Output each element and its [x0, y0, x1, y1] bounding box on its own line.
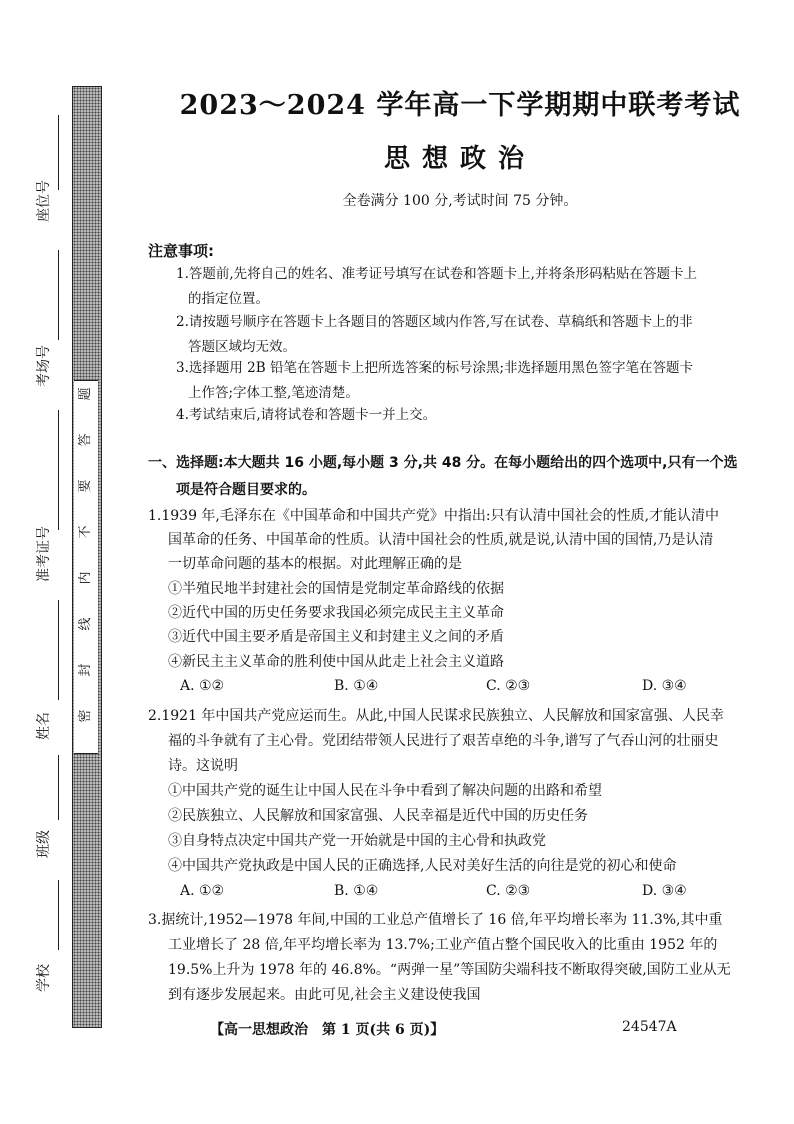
notice-heading: 注意事项:: [148, 242, 214, 260]
notice-text: 上作答;字体工整,笔迹清楚。: [188, 385, 359, 401]
subject-title: 思想政治: [383, 144, 536, 174]
notice-text: 3.选择题用 2B 铅笔在答题卡上把所选答案的标号涂黑;非选择题用黑色签字笔在答题卡: [176, 360, 694, 376]
school-line: [58, 880, 59, 950]
notice-text: 4.考试结束后,请将试卷和答题卡一并上交。: [176, 407, 437, 423]
statement: ②近代中国的历史任务要求我国必须完成民主主义革命: [168, 605, 504, 621]
option-a: A. ①②: [180, 678, 225, 694]
question-text: 1.1939 年,毛泽东在《中国革命和中国共产党》中指出:只有认清中国社会的性质,才能认清中: [148, 508, 720, 524]
notice-text: 2.请按题号顺序在答题卡上各题目的答题区域内作答,写在试卷、草稿纸和答题卡上的非: [176, 314, 693, 330]
ticket-number-label: 准考证号: [36, 526, 52, 582]
class-line: [58, 755, 59, 820]
notice-text: 的指定位置。: [188, 291, 269, 307]
school-label: 学校: [36, 964, 52, 992]
page-footer: 【高一思想政治 第 1 页(共 6 页)】: [210, 1022, 445, 1038]
name-label: 姓名: [36, 712, 52, 740]
statement: ①中国共产党的诞生让中国人民在斗争中看到了解决问题的出路和希望: [168, 783, 602, 799]
statement: ②民族独立、人民解放和国家富强、人民幸福是近代中国的历史任务: [168, 808, 588, 824]
statement: ④新民主主义革命的胜利使中国从此走上社会主义道路: [168, 654, 504, 670]
statement: ④中国共产党执政是中国人民的正确选择,人民对美好生活的向往是党的初心和使命: [168, 858, 677, 874]
section-heading-line: 项是符合题目要求的。: [176, 482, 316, 498]
notice-text: 1.答题前,先将自己的姓名、准考证号填写在试卷和答题卡上,并将条形码粘贴在答题卡上: [176, 266, 697, 282]
option-b: B. ①④: [334, 678, 379, 694]
option-c: C. ②③: [486, 883, 531, 899]
name-line: [58, 600, 59, 700]
section-heading: [148, 450, 778, 504]
seal-char: 密: [78, 709, 93, 723]
seal-char: 线: [78, 617, 93, 631]
seal-char: 封: [78, 663, 93, 677]
section-heading-line: 一、选择题:本大题共 16 小题,每小题 3 分,共 48 分。在每小题给出的四个选项中,只有一个选: [148, 455, 738, 471]
question-text: 国革命的任务、中国革命的性质。认清中国社会的性质,就是说,认清中国的国情,乃是认清: [168, 532, 714, 548]
option-b: B. ①④: [334, 883, 379, 899]
option-d: D. ③④: [642, 678, 687, 694]
notice-item: [176, 310, 776, 360]
question-text: 一切革命问题的基本的根据。对此理解正确的是: [168, 556, 462, 572]
question-text: 福的斗争就有了主心骨。党团结带领人民进行了艰苦卓绝的斗争,谱写了气吞山河的壮丽史: [168, 733, 719, 749]
seal-char: 题: [78, 387, 93, 401]
statement: ③自身特点决定中国共产党一开始就是中国的主心骨和执政党: [168, 833, 546, 849]
option-d: D. ③④: [642, 883, 687, 899]
notice-item: [176, 262, 776, 312]
ticket-number-line: [58, 410, 59, 530]
statement: ③近代中国主要矛盾是帝国主义和封建主义之间的矛盾: [168, 629, 504, 645]
question-text: 3.据统计,1952—1978 年间,中国的工业总产值增长了 16 倍,年平均增长率为 11.3%,其中重: [148, 912, 723, 928]
question-text: 2.1921 年中国共产党应运而生。从此,中国人民谋求民族独立、人民解放和国家富强、人民幸: [148, 708, 724, 724]
exam-room-label: 考场号: [36, 345, 52, 387]
notice-text: 答题区域均无效。: [188, 339, 296, 355]
seal-char: 答: [78, 433, 93, 447]
exam-info: 全卷满分 100 分,考试时间 75 分钟。: [342, 193, 578, 209]
seal-char: 要: [78, 479, 93, 493]
exam-room-line: [58, 250, 59, 340]
seat-number-label: 座位号: [36, 180, 52, 222]
question-text: 诗。这说明: [168, 758, 238, 774]
exam-title: 2023～2024 学年高一下学期期中联考考试: [179, 90, 741, 121]
seat-number-line: [58, 115, 59, 190]
question-text: 19.5%上升为 1978 年的 46.8%。“两弹一星”等国防尖端科技不断取得突破,国防工业从无: [168, 962, 731, 978]
seal-char: 内: [78, 571, 93, 585]
notice-item: [176, 356, 776, 406]
question-text: 工业增长了 28 倍,年平均增长率为 13.7%;工业产值占整个国民收入的比重由 1952 年的: [168, 937, 718, 953]
class-label: 班级: [36, 830, 52, 858]
notice-item: [176, 403, 776, 428]
option-a: A. ①②: [180, 883, 225, 899]
statement: ①半殖民地半封建社会的国情是党制定革命路线的依据: [168, 581, 504, 597]
paper-code: 24547A: [622, 1019, 677, 1035]
binding-margin: [0, 0, 110, 1124]
option-c: C. ②③: [486, 678, 531, 694]
seal-char: 不: [78, 525, 93, 539]
question-text: 到有逐步发展起来。由此可见,社会主义建设使我国: [168, 987, 481, 1003]
